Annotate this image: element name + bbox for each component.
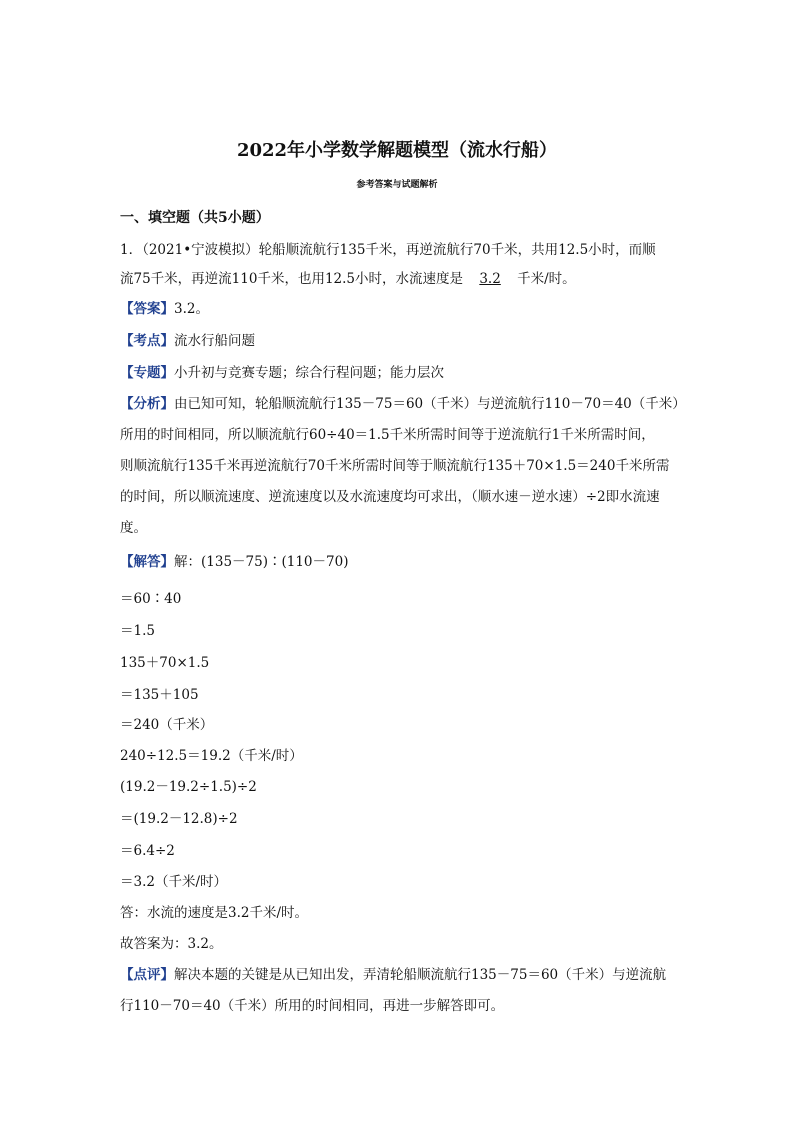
question-line-1: 1．（2021•宁波模拟）轮船顺流航行135千米，再逆流航行70千米，共用12.5小时，而顺 (120, 242, 656, 258)
solution-conclusion: 答：水流的速度是3.2千米/时。 (120, 905, 309, 921)
analysis-line-3: 则顺流航行135千米再逆流航行70千米所需时间等于顺流航行135＋70×1.5＝240千米所需 (120, 458, 670, 474)
analysis-text-1: 由已知可知，轮船顺流航行135－75＝60（千米）与逆流航行110－70＝40（千米） (174, 396, 686, 412)
zhuanti-line (120, 364, 444, 382)
question-line-2 (120, 270, 576, 288)
answer-text: 3.2。 (174, 301, 209, 317)
solution-tag: 【解答】 (120, 554, 174, 570)
analysis-line-2: 所用的时间相同，所以顺流航行60÷40＝1.5千米所需时间等于逆流航行1千米所需时间， (120, 427, 655, 443)
solution-step: 240÷12.5＝19.2（千米/时） (120, 748, 303, 764)
solution-step: ＝3.2（千米/时） (120, 874, 228, 890)
analysis-line-1 (120, 395, 686, 413)
kaodian-text: 流水行船问题 (174, 333, 255, 349)
zhuanti-tag: 【专题】 (120, 365, 174, 381)
analysis-line-5: 度。 (120, 520, 147, 536)
solution-step: ＝240（千米） (120, 717, 214, 733)
solution-line-first (120, 553, 348, 571)
answer-line (120, 300, 209, 318)
solution-first-text: 解：(135－75)∶(110－70) (174, 554, 349, 570)
question-line-2-suffix: 千米/时。 (517, 271, 576, 287)
analysis-line-4: 的时间，所以顺流速度、逆流速度以及水流速度均可求出，（顺水速－逆水速）÷2即水流速 (120, 489, 660, 505)
kaodian-line (120, 332, 255, 350)
comment-line-1 (120, 966, 666, 984)
answer-tag: 【答案】 (120, 301, 174, 317)
solution-step: 135＋70×1.5 (120, 655, 210, 671)
solution-step: (19.2－19.2÷1.5)÷2 (120, 779, 257, 795)
analysis-tag: 【分析】 (120, 396, 174, 412)
page-subtitle: 参考答案与试题解析 (356, 180, 438, 190)
solution-step: ＝135＋105 (120, 687, 199, 703)
solution-step: ＝6.4÷2 (120, 843, 175, 859)
comment-tag: 【点评】 (120, 967, 174, 983)
page-title: 2022年小学数学解题模型（流水行船） (236, 140, 558, 161)
question-line-2-prefix: 流75千米，再逆流110千米，也用12.5小时，水流速度是 (120, 271, 464, 287)
comment-line-2: 行110－70＝40（千米）所用的时间相同，再进一步解答即可。 (120, 998, 505, 1014)
solution-step: ＝1.5 (120, 623, 155, 639)
solution-step: ＝60∶40 (120, 591, 182, 607)
answer-blank: 3.2 (479, 271, 501, 287)
section-heading: 一、填空题（共5小题） (120, 210, 270, 226)
solution-step: ＝(19.2－12.8)÷2 (120, 811, 238, 827)
kaodian-tag: 【考点】 (120, 333, 174, 349)
comment-text-1: 解决本题的关键是从已知出发，弄清轮船顺流航行135－75＝60（千米）与逆流航 (174, 967, 667, 983)
zhuanti-text: 小升初与竞赛专题；综合行程问题；能力层次 (174, 365, 444, 381)
solution-final-answer: 故答案为：3.2。 (120, 936, 223, 952)
